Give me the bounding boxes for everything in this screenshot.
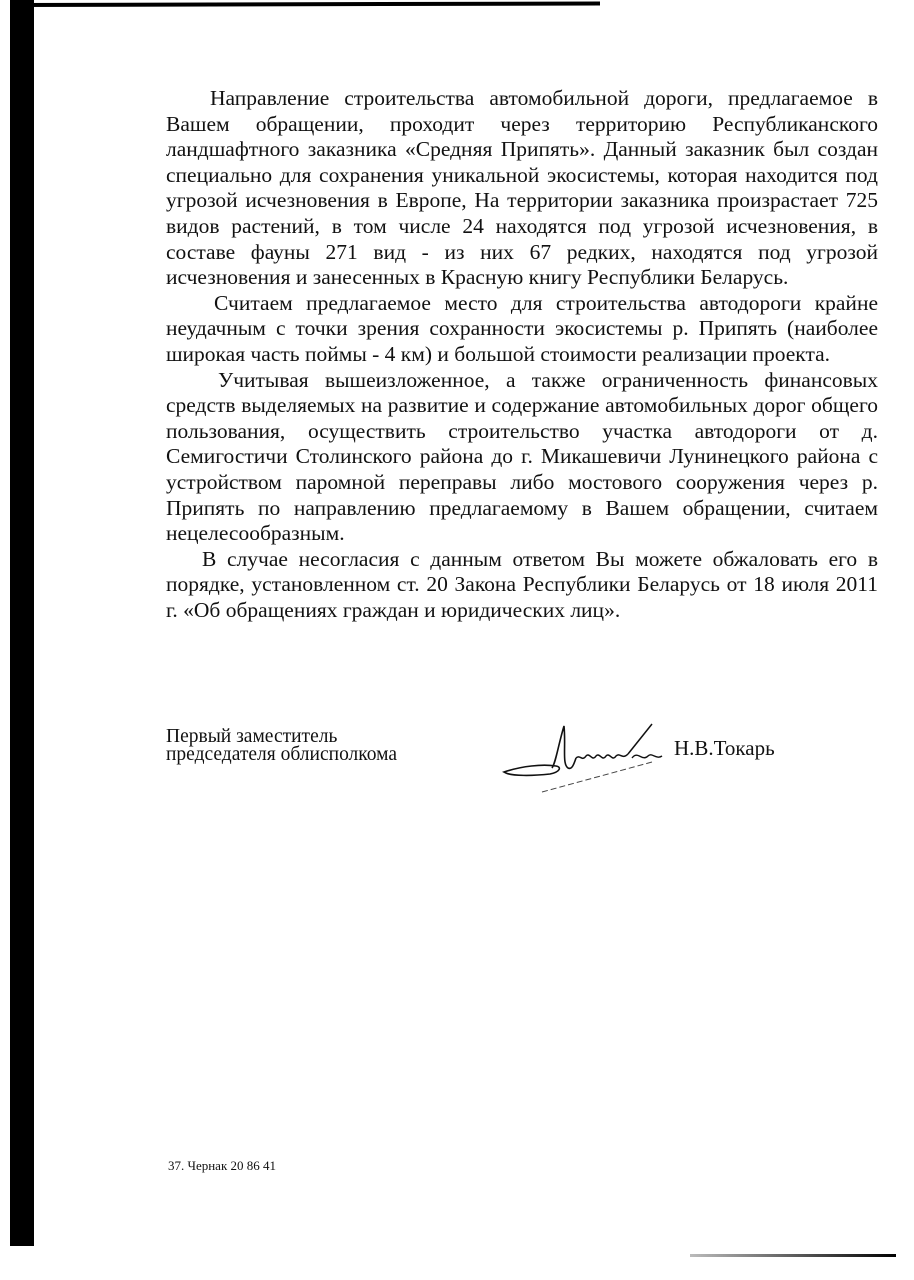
paragraph-appeal-notice: В случае несогласия с данным ответом Вы можете обжаловать его в порядке, установленном ст. 20 Закона Республики Беларусь от 18 июля 2011 г. «Об обращениях граждан и юридических лиц». xyxy=(166,546,878,622)
signer-title-line1: Первый заместитель xyxy=(166,726,338,747)
signer-title-line2: председателя облисполкома xyxy=(166,744,398,765)
letter-body xyxy=(166,86,878,623)
paragraph-unsuitable-location: Считаем предлагаемое место для строительства автодороги крайне неудачным с точки зрения сохранности экосистемы р. Припять (наиболее широкая часть поймы - 4 км) и большой стоимости реализации проекта. xyxy=(166,290,878,366)
paragraph-route-reserve: Направление строительства автомобильной дороги, предлагаемое в Вашем обращении, проходит через территорию Республиканского ландшафтного заказника «Средняя Припять». Данный заказник был создан специально для сохранения уникальной экосистемы, которая находится под угрозой исчезновения в Европе, На территории заказника произрастает 725 видов растений, в том числе 24 находятся под угрозой исчезновения, в составе фауны 271 вид - из них 67 редких, находятся под угрозой исчезновения и занесенных в Красную книгу Республики Беларусь. xyxy=(166,86,878,290)
handwritten-signature-icon xyxy=(502,706,672,796)
scan-edge-left xyxy=(10,0,34,1246)
executor-note: 37. Чернак 20 86 41 xyxy=(168,1158,277,1173)
scan-edge-top xyxy=(20,1,600,7)
signer-name: Н.В.Токарь xyxy=(674,736,775,760)
paragraph-conclusion: Учитывая вышеизложенное, а также ограниченность финансовых средств выделяемых на развитие и содержание автомобильных дорог общего пользования, осуществить строительство участка автодороги от д. Семигостичи Столинского района до г. Микашевичи Лунинецкого района с устройством паромной переправы либо мостового сооружения через р. Припять по направлению предлагаемому в Вашем обращении, считаем нецелесообразным. xyxy=(166,367,878,546)
scan-edge-bottom xyxy=(690,1254,896,1257)
signature-block xyxy=(166,728,806,808)
signer-title xyxy=(166,728,397,764)
